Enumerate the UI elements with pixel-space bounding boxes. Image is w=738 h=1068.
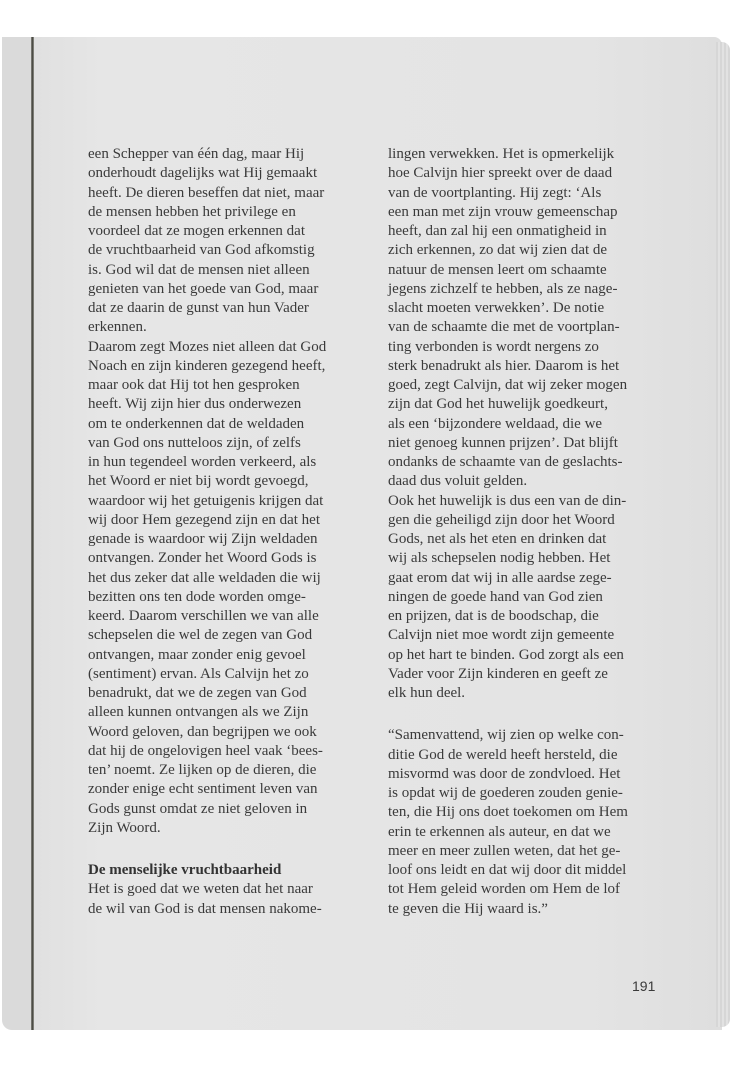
text-line: maar ook dat Hij tot hen gesproken bbox=[88, 377, 300, 393]
text-line: misvormd was door de zondvloed. Het bbox=[388, 765, 621, 782]
text-line: (sentiment) ervan. Als Calvijn het zo bbox=[88, 665, 309, 682]
paragraph bbox=[388, 492, 678, 704]
text-line: van de schaamte die met de voortplan- bbox=[388, 319, 620, 336]
text-line: van God ons nutteloos zijn, of zelfs bbox=[88, 434, 301, 451]
text-line: zich erkennen, zo dat wij zien dat de bbox=[388, 242, 608, 259]
text-line: ten, die Hij ons doet toekomen om Hem bbox=[388, 804, 628, 821]
text-line: een Schepper van één dag, maar Hij bbox=[88, 146, 305, 162]
text-line: voordeel dat ze mogen erkennen dat bbox=[88, 223, 305, 239]
text-line: Vader voor Zijn kinderen en geeft ze bbox=[388, 665, 608, 682]
text-line: wij door Hem gezegend zijn en dat het bbox=[88, 511, 321, 528]
text-line: onderhoudt dagelijks wat Hij gemaakt bbox=[88, 165, 318, 182]
section-heading: De menselijke vruchtbaarheid bbox=[88, 862, 282, 878]
text-line: “Samenvattend, wij zien op welke con- bbox=[388, 727, 624, 744]
text-line: alleen kunnen ontvangen als we Zijn bbox=[88, 704, 309, 721]
paragraph bbox=[88, 880, 378, 919]
text-line: genieten van het goede van God, maar bbox=[88, 280, 319, 297]
text-line: is opdat wij de goederen zouden genie- bbox=[388, 785, 623, 801]
text-line: heeft, dan zal hij een onmatigheid in bbox=[388, 223, 607, 239]
text-line: loof ons leidt en dat wij door dit middel bbox=[388, 862, 627, 878]
text-line: heeft. Wij zijn hier dus onderwezen bbox=[88, 396, 302, 413]
text-line: om te onderkennen dat de weldaden bbox=[88, 415, 305, 432]
page-stack-edges bbox=[716, 42, 730, 1027]
text-line: op het hart te binden. God zorgt als een bbox=[388, 646, 624, 663]
text-line: ondanks de schaamte van de geslachts- bbox=[388, 454, 623, 470]
page-number: 191 bbox=[632, 978, 656, 994]
text-line: als een ‘bijzondere weldaad, die we bbox=[388, 415, 603, 432]
paragraph-gap bbox=[388, 703, 678, 726]
text-line: de vruchtbaarheid van God afkomstig bbox=[88, 242, 315, 259]
text-line: benadrukt, dat we de zegen van God bbox=[88, 685, 307, 701]
text-line: genade is waardoor wij Zijn weldaden bbox=[88, 531, 318, 547]
right-column bbox=[388, 145, 678, 919]
text-line: waardoor wij het getuigenis krijgen dat bbox=[88, 492, 324, 509]
text-line: keerd. Daarom verschillen we van alle bbox=[88, 608, 319, 624]
paragraph bbox=[388, 145, 678, 492]
text-line: dat ze daarin de gunst van hun Vader bbox=[88, 300, 309, 316]
text-line: ditie God de wereld heeft hersteld, die bbox=[388, 746, 618, 763]
text-line: zijn dat God het huwelijk goedkeurt, bbox=[388, 396, 608, 413]
text-line: is. God wil dat de mensen niet alleen bbox=[88, 261, 310, 278]
text-line: gen die geheiligd zijn door het Woord bbox=[388, 511, 615, 528]
text-line: Gods, net als het eten en drinken dat bbox=[388, 531, 607, 547]
text-line: en prijzen, dat is de boodschap, die bbox=[388, 608, 599, 624]
text-line: Daarom zegt Mozes niet alleen dat God bbox=[88, 338, 327, 355]
text-line: goed, zegt Calvijn, dat wij zeker mogen bbox=[388, 377, 628, 393]
text-line: Gods gunst omdat ze niet geloven in bbox=[88, 800, 308, 817]
text-line: heeft. De dieren beseffen dat niet, maar bbox=[88, 184, 325, 201]
text-line: Zijn Woord. bbox=[88, 819, 161, 836]
text-line: natuur de mensen leert om schaamte bbox=[388, 261, 607, 278]
text-line: niet genoeg kunnen prijzen’. Dat blijft bbox=[388, 434, 618, 451]
text-line: van de voortplanting. Hij zegt: ‘Als bbox=[388, 184, 602, 201]
text-line: het Woord er niet bij wordt gevoegd, bbox=[88, 473, 309, 490]
text-line: te geven die Hij waard is.” bbox=[388, 900, 548, 917]
paragraph bbox=[88, 338, 378, 839]
text-line: lingen verwekken. Het is opmerkelijk bbox=[388, 146, 615, 162]
text-line: dat hij de ongelovigen heel vaak ‘bees- bbox=[88, 742, 323, 759]
text-line: het dus zeker dat alle weldaden die wij bbox=[88, 569, 321, 586]
text-line: de mensen hebben het privilege en bbox=[88, 203, 296, 220]
text-line: erkennen. bbox=[88, 319, 147, 336]
text-line: Woord geloven, dan begrijpen we ook bbox=[88, 723, 317, 740]
text-line: bezitten ons ten dode worden omge- bbox=[88, 588, 306, 605]
text-line: hoe Calvijn hier spreekt over de daad bbox=[388, 165, 613, 182]
text-line: ting verbonden is wordt nergens zo bbox=[388, 338, 599, 355]
paragraph bbox=[88, 145, 378, 338]
text-line: elk hun deel. bbox=[388, 685, 466, 701]
text-line: erin te erkennen als auteur, en dat we bbox=[388, 823, 611, 840]
text-line: een man met zijn vrouw gemeenschap bbox=[388, 203, 618, 220]
text-line: Ook het huwelijk is dus een van de din- bbox=[388, 492, 627, 509]
paragraph-gap bbox=[88, 838, 378, 861]
text-line: schepselen die wel de zegen van God bbox=[88, 627, 313, 644]
text-line: gaat erom dat wij in alle aardse zege- bbox=[388, 569, 612, 586]
text-line: tot Hem geleid worden om Hem de lof bbox=[388, 881, 621, 898]
book-spine bbox=[31, 37, 34, 1030]
text-line: ten’ noemt. Ze lijken op de dieren, die bbox=[88, 762, 317, 778]
facing-page-edge bbox=[2, 37, 32, 1030]
text-line: daad dus voluit gelden. bbox=[388, 473, 528, 490]
text-line: ningen de goede hand van God zien bbox=[388, 588, 603, 605]
text-line: wij als schepselen nodig hebben. Het bbox=[388, 550, 611, 567]
text-line: Calvijn niet moe wordt zijn gemeente bbox=[388, 627, 615, 644]
quote-paragraph bbox=[388, 726, 678, 919]
text-line: jegens zichzelf te hebben, als ze nage- bbox=[388, 280, 618, 297]
text-line: meer en meer zullen weten, dat het ge- bbox=[388, 842, 621, 859]
text-line: Het is goed dat we weten dat het naar bbox=[88, 881, 313, 898]
text-line: Noach en zijn kinderen gezegend heeft, bbox=[88, 357, 326, 374]
text-line: de wil van God is dat mensen nakome- bbox=[88, 900, 322, 917]
left-column bbox=[88, 145, 378, 919]
text-line: zonder enige echt sentiment leven van bbox=[88, 781, 318, 798]
text-line: sterk benadrukt als hier. Daarom is het bbox=[388, 357, 620, 374]
text-line: ontvangen. Zonder het Woord Gods is bbox=[88, 550, 317, 567]
text-line: in hun tegendeel worden verkeerd, als bbox=[88, 454, 317, 470]
text-line: slacht moeten verwekken’. De notie bbox=[388, 300, 605, 316]
text-line: ontvangen, maar zonder enig gevoel bbox=[88, 646, 306, 663]
